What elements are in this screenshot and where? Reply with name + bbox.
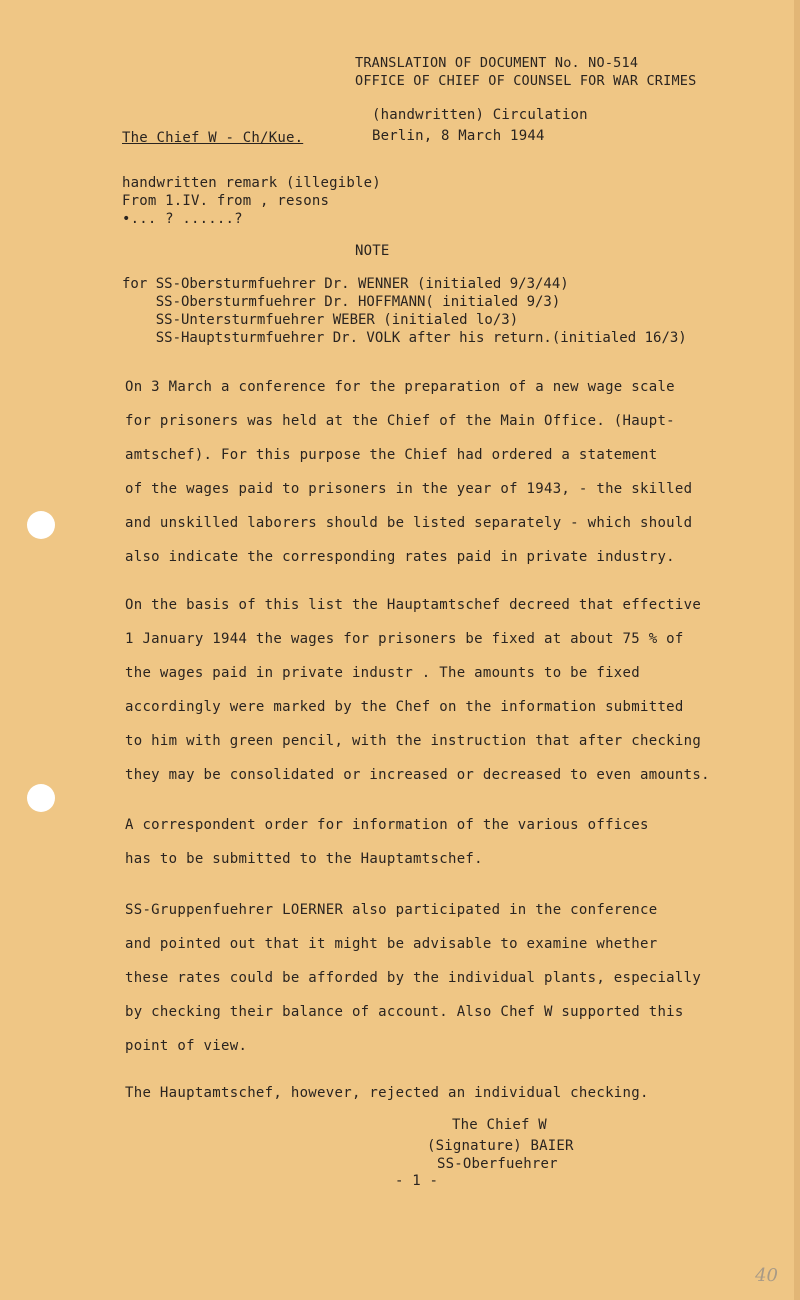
page-edge — [794, 0, 800, 1300]
handwritten-page-number: 40 — [755, 1265, 778, 1286]
paragraph-line: for prisoners was held at the Chief of the Main Office. (Haupt- — [125, 413, 675, 429]
place-date: Berlin, 8 March 1944 — [372, 128, 545, 144]
paragraph-1 — [125, 370, 745, 574]
reference-line: The Chief W - Ch/Kue. — [122, 130, 304, 146]
paragraph-line: point of view. — [125, 1038, 248, 1054]
page-number: - 1 - — [395, 1173, 439, 1189]
paragraph-line: and unskilled laborers should be listed separately - which should — [125, 515, 693, 531]
paragraph-line: accordingly were marked by the Chef on the information submitted — [125, 699, 684, 715]
paragraph-line: the wages paid in private industr . The amounts to be fixed — [125, 665, 640, 681]
paragraph-line: On the basis of this list the Hauptamtschef decreed that effective — [125, 597, 702, 613]
paragraph-line: The Hauptamtschef, however, rejected an individual checking. — [125, 1085, 649, 1101]
circulation-label: (handwritten) Circulation — [372, 107, 588, 123]
signature-name: (Signature) BAIER — [427, 1138, 574, 1154]
remark-line-3: •... ? ......? — [122, 211, 243, 227]
paragraph-line: by checking their balance of account. Also Chef W supported this — [125, 1004, 684, 1020]
paragraph-2 — [125, 588, 745, 792]
recipient-line: for SS-Obersturmfuehrer Dr. WENNER (initialed 9/3/44) — [122, 276, 569, 292]
paragraph-line: SS-Gruppenfuehrer LOERNER also participated in the conference — [125, 902, 658, 918]
paragraph-line: A correspondent order for information of the various offices — [125, 817, 649, 833]
signature-title: The Chief W — [452, 1117, 547, 1133]
paragraph-4 — [125, 893, 745, 1063]
paragraph-line: and pointed out that it might be advisable to examine whether — [125, 936, 658, 952]
paragraph-5 — [125, 1076, 745, 1110]
remark-line-2: From 1.IV. from , resons — [122, 193, 330, 209]
recipient-line: SS-Hauptsturmfuehrer Dr. VOLK after his return.(initialed 16/3) — [122, 330, 687, 346]
paragraph-line: to him with green pencil, with the instruction that after checking — [125, 733, 702, 749]
punch-hole-bottom — [27, 784, 55, 812]
note-title: NOTE — [355, 243, 390, 259]
signature-rank: SS-Oberfuehrer — [437, 1156, 558, 1172]
paragraph-line: amtschef). For this purpose the Chief had ordered a statement — [125, 447, 658, 463]
recipient-line: SS-Untersturmfuehrer WEBER (initialed lo/3) — [122, 312, 519, 328]
paragraph-line: these rates could be afforded by the individual plants, especially — [125, 970, 702, 986]
paragraph-line: On 3 March a conference for the preparation of a new wage scale — [125, 379, 675, 395]
paragraph-line: 1 January 1944 the wages for prisoners be fixed at about 75 % of — [125, 631, 684, 647]
paragraph-line: of the wages paid to prisoners in the year of 1943, - the skilled — [125, 481, 693, 497]
paragraph-line: they may be consolidated or increased or decreased to even amounts. — [125, 767, 710, 783]
punch-hole-top — [27, 511, 55, 539]
header-line-2: OFFICE OF CHIEF OF COUNSEL FOR WAR CRIMES — [355, 73, 697, 89]
paragraph-3 — [125, 808, 745, 876]
recipient-list — [122, 275, 687, 347]
paragraph-line: has to be submitted to the Hauptamtschef. — [125, 851, 483, 867]
remark-line-1: handwritten remark (illegible) — [122, 175, 381, 191]
recipient-line: SS-Obersturmfuehrer Dr. HOFFMANN( initialed 9/3) — [122, 294, 561, 310]
header-line-1: TRANSLATION OF DOCUMENT No. NO-514 — [355, 55, 639, 71]
paragraph-line: also indicate the corresponding rates paid in private industry. — [125, 549, 675, 565]
